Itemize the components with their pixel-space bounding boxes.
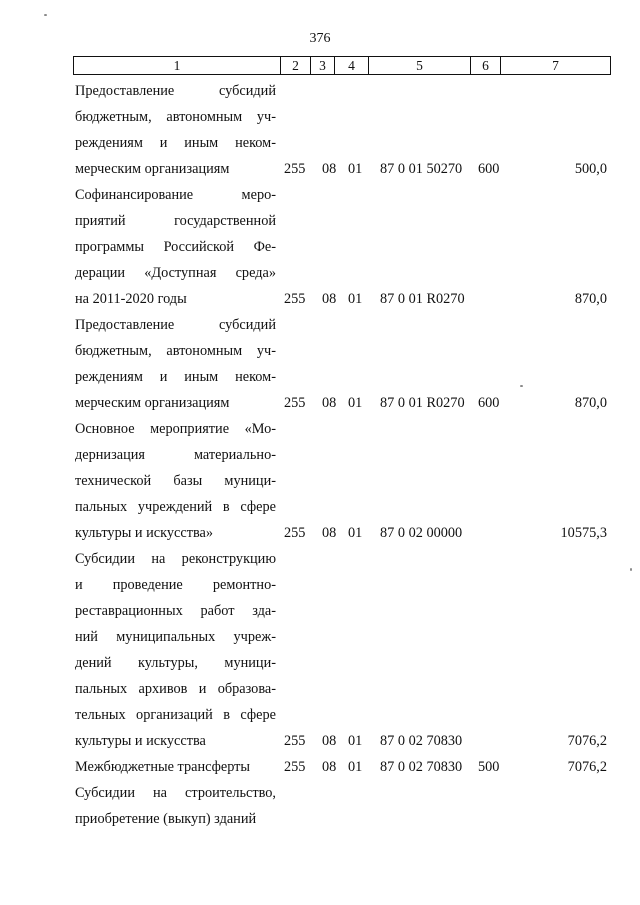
cell-col2: 255: [284, 733, 306, 749]
cell-col7: 7076,2: [567, 733, 607, 749]
cell-col7: 500,0: [574, 161, 607, 177]
cell-col4: 01: [348, 759, 363, 775]
row-name-line: реставрационных работ зда-: [75, 603, 276, 619]
row-name-line: мерческим организациям: [75, 161, 230, 177]
row-name-line: приобретение (выкуп) зданий: [75, 811, 257, 827]
row-name-line: Субсидии на строительство,: [75, 785, 276, 801]
column-header-3: 3: [311, 57, 335, 75]
cell-col4: 01: [348, 395, 363, 411]
column-header-table: [73, 56, 611, 75]
row-name-line: Предоставление субсидий: [75, 83, 276, 99]
cell-col7: 870,0: [574, 395, 607, 411]
row-name-line: реждениям и иным неком-: [75, 135, 276, 151]
page-number: 376: [309, 31, 331, 46]
cell-col2: 255: [284, 161, 306, 177]
row-name-line: Основное мероприятие «Мо-: [75, 421, 276, 437]
cell-col5: 87 0 01 50270: [380, 161, 463, 177]
row-name-line: на 2011-2020 годы: [75, 291, 187, 307]
row-name-line: ний муниципальных учреж-: [75, 629, 276, 645]
cell-col3: 08: [322, 291, 337, 307]
row-name-line: Субсидии на реконструкцию: [75, 551, 276, 567]
cell-col5: 87 0 01 R0270: [380, 395, 465, 411]
column-header-4: 4: [335, 57, 369, 75]
row-name-line: дений культуры, муници-: [75, 655, 276, 671]
cell-col3: 08: [322, 161, 337, 177]
cell-col5: 87 0 02 70830: [380, 733, 463, 749]
row-name-line: пальных учреждений в сфере: [75, 499, 276, 515]
row-name-line: программы Российской Фе-: [75, 239, 276, 255]
row-name-line: мерческим организациям: [75, 395, 230, 411]
cell-col4: 01: [348, 291, 363, 307]
cell-col2: 255: [284, 759, 306, 775]
row-name-line: пальных архивов и образова-: [75, 681, 276, 697]
row-name-line: культуры и искусства: [75, 733, 206, 749]
row-name-line: бюджетным, автономным уч-: [75, 109, 276, 125]
cell-col5: 87 0 01 R0270: [380, 291, 465, 307]
cell-col2: 255: [284, 525, 306, 541]
cell-col3: 08: [322, 395, 337, 411]
row-name: [75, 546, 276, 754]
cell-col7: 870,0: [574, 291, 607, 307]
scan-speck: [520, 385, 523, 387]
cell-col3: 08: [322, 525, 337, 541]
row-name-line: дерации «Доступная среда»: [75, 265, 276, 281]
cell-col4: 01: [348, 161, 363, 177]
row-name-line: дернизация материально-: [75, 447, 276, 463]
column-header-5: 5: [369, 57, 471, 75]
cell-col2: 255: [284, 291, 306, 307]
cell-col4: 01: [348, 525, 363, 541]
row-name-line: Предоставление субсидий: [75, 317, 276, 333]
cell-col7: 10575,3: [560, 525, 607, 541]
column-header-6: 6: [471, 57, 501, 75]
row-name-line: реждениям и иным неком-: [75, 369, 276, 385]
cell-col6: 600: [478, 161, 500, 177]
scan-speck: [44, 14, 47, 16]
scan-speck: [630, 568, 632, 571]
cell-col3: 08: [322, 733, 337, 749]
cell-col5: 87 0 02 70830: [380, 759, 463, 775]
row-name-line: культуры и искусства»: [75, 525, 214, 541]
row-name-line: Межбюджетные трансферты: [75, 759, 251, 775]
cell-col7: 7076,2: [567, 759, 607, 775]
row-name-line: технической базы муници-: [75, 473, 276, 489]
column-header-2: 2: [281, 57, 311, 75]
row-name-line: бюджетным, автономным уч-: [75, 343, 276, 359]
cell-col6: 500: [478, 759, 500, 775]
column-header-1: 1: [74, 57, 281, 75]
row-name-line: Софинансирование меро-: [75, 187, 276, 203]
row-name-line: и проведение ремонтно-: [75, 577, 276, 593]
cell-col5: 87 0 02 00000: [380, 525, 463, 541]
row-name-line: тельных организаций в сфере: [75, 707, 276, 723]
column-header-7: 7: [501, 57, 611, 75]
cell-col2: 255: [284, 395, 306, 411]
cell-col4: 01: [348, 733, 363, 749]
cell-col6: 600: [478, 395, 500, 411]
row-name-line: приятий государственной: [75, 213, 276, 229]
cell-col3: 08: [322, 759, 337, 775]
